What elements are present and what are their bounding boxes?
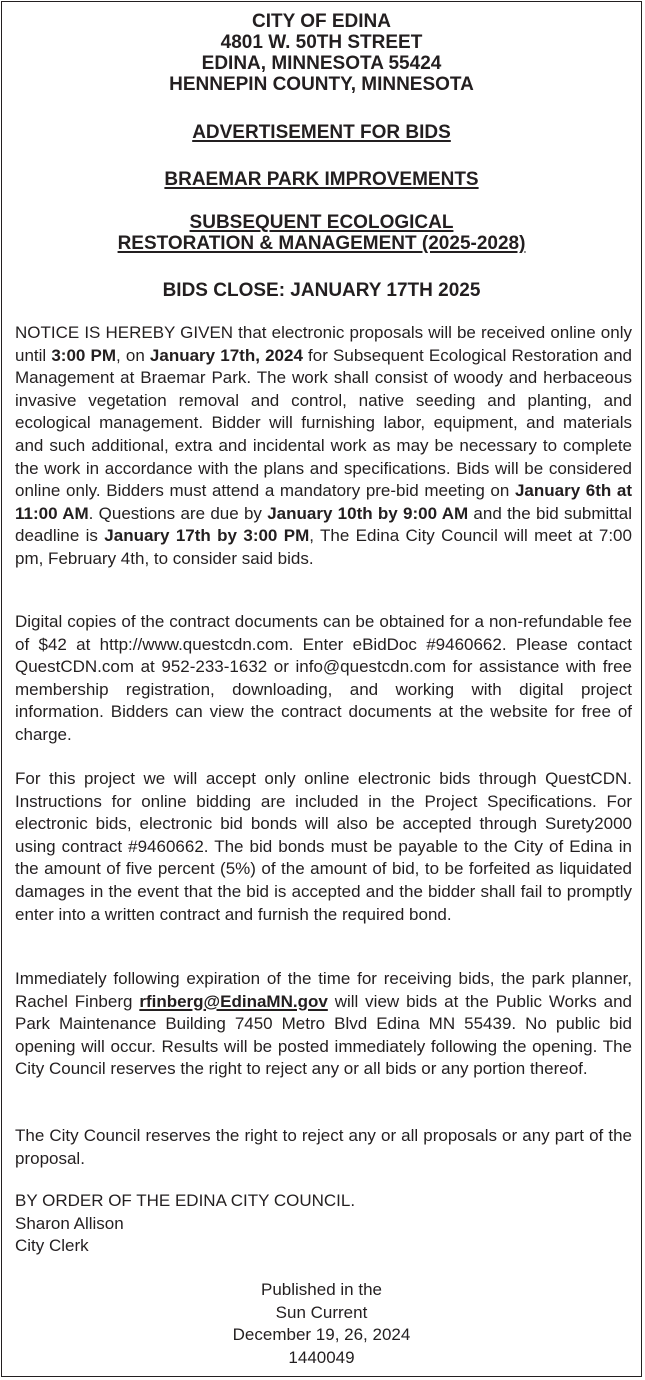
paragraph-online-bids: For this project we will accept only online electronic bids through QuestCDN. Instructions for online bidding are included in the Project Specifications. For electronic bids, electronic bid bonds will also be accepted through Surety2000 using contract #9460662. The bid bonds must be payable to the City of Edina in the amount of five percent (5%) of the amount of bid, to be forfeited as liquidated damages in the event that the bid is accepted and the bidder shall fail to promptly enter into a written contract and furnish the required bond. [15,769,632,924]
p1-deadline-time: 3:00 PM [51,345,116,365]
p4-text-a: Immediately following expiration of the time for receiving bids, the park planner, Rachel Finberg [15,969,632,1011]
p1-questions-due: January 10th by 9:00 AM [267,503,469,523]
project-name [2,169,641,190]
p1-text-k: , The Edina City Council will meet at 7:00 pm, February 4th, to consider said bids. [15,526,632,568]
signature-order: BY ORDER OF THE EDINA CITY COUNCIL. [15,1191,356,1210]
publication-paper: Sun Current [275,1302,368,1322]
signature-block [15,1190,355,1258]
paragraph-bid-review [15,968,632,1081]
county: HENNEPIN COUNTY, MINNESOTA [169,74,474,95]
street-address: 4801 W. 50TH STREET [220,32,423,53]
notice-title-text: ADVERTISEMENT FOR BIDS [192,122,451,143]
p1-text-g: . Questions are due by [88,503,268,523]
subtitle-line-1: SUBSEQUENT ECOLOGICAL [189,212,454,233]
signature-title: City Clerk [15,1236,89,1256]
p1-text-a: NOTICE IS HEREBY GIVEN that electronic proposals will be received online only until [15,323,632,365]
project-name-text: BRAEMAR PARK IMPROVEMENTS [164,169,479,190]
p1-prebid-meeting: January 6th at 11:00 AM [15,481,633,523]
publication-info [2,1279,641,1369]
paragraph-reservation: The City Council reserves the right to reject any or all proposals or any part of the proposal. [15,1126,632,1168]
city-address-block [2,11,641,95]
city-name: CITY OF EDINA [252,11,391,32]
p1-text-c: , on [116,345,150,365]
publication-line: Published in the [261,1280,382,1299]
p1-submittal-deadline: January 17th by 3:00 PM [104,526,310,546]
project-subtitle [2,212,641,254]
email-link[interactable]: rfinberg@EdinaMN.gov [139,991,328,1011]
p1-text-e: for Subsequent Ecological Restoration and Management at Braemar Park. The work shall consist of woody and herbaceous invasive vegetation removal and control, native seeding and planting, and ecological management. Bidder will furnishing labor, equipment, and materials and such additional, extra and incidental work as may be necessary to complete the work in accordance with the plans and specifications. Bids will be considered online only. Bidders must attend a mandatory pre-bid meeting on [15,345,632,501]
publication-dates: December 19, 26, 2024 [232,1325,411,1345]
bids-close: BIDS CLOSE: JANUARY 17TH 2025 [162,280,481,301]
p4-text-b: will view bids at the Public Works and Park Maintenance Building 7450 Metro Blvd Edina MN 55439. No public bid opening will occur. Results will be posted immediately following the opening. The City Council reserves the right to reject any or all bids or any portion thereof. [15,991,632,1079]
p1-deadline-date: January 17th, 2024 [149,345,303,365]
paragraph-notice [15,322,632,571]
subtitle-line-2: RESTORATION & MANAGEMENT (2025-2028) [117,233,526,254]
city-state-zip: EDINA, MINNESOTA 55424 [201,53,442,74]
p1-text-i: and the bid submittal deadline is [15,503,632,546]
publication-id: 1440049 [288,1347,355,1367]
notice-title [2,122,641,143]
signature-name: Sharon Allison [15,1213,124,1233]
paragraph-documents: Digital copies of the contract documents can be obtained for a non-refundable fee of $42 at http://www.questcdn.com. Enter eBidDoc #9460662. Please contact QuestCDN.com at 952-233-1632 or info@questcdn.com for assistance with free membership registration, downloading, and working with digital project information. Bidders can view the contract documents at the website for free of charge. [15,612,632,744]
legal-notice [1,1,642,1377]
